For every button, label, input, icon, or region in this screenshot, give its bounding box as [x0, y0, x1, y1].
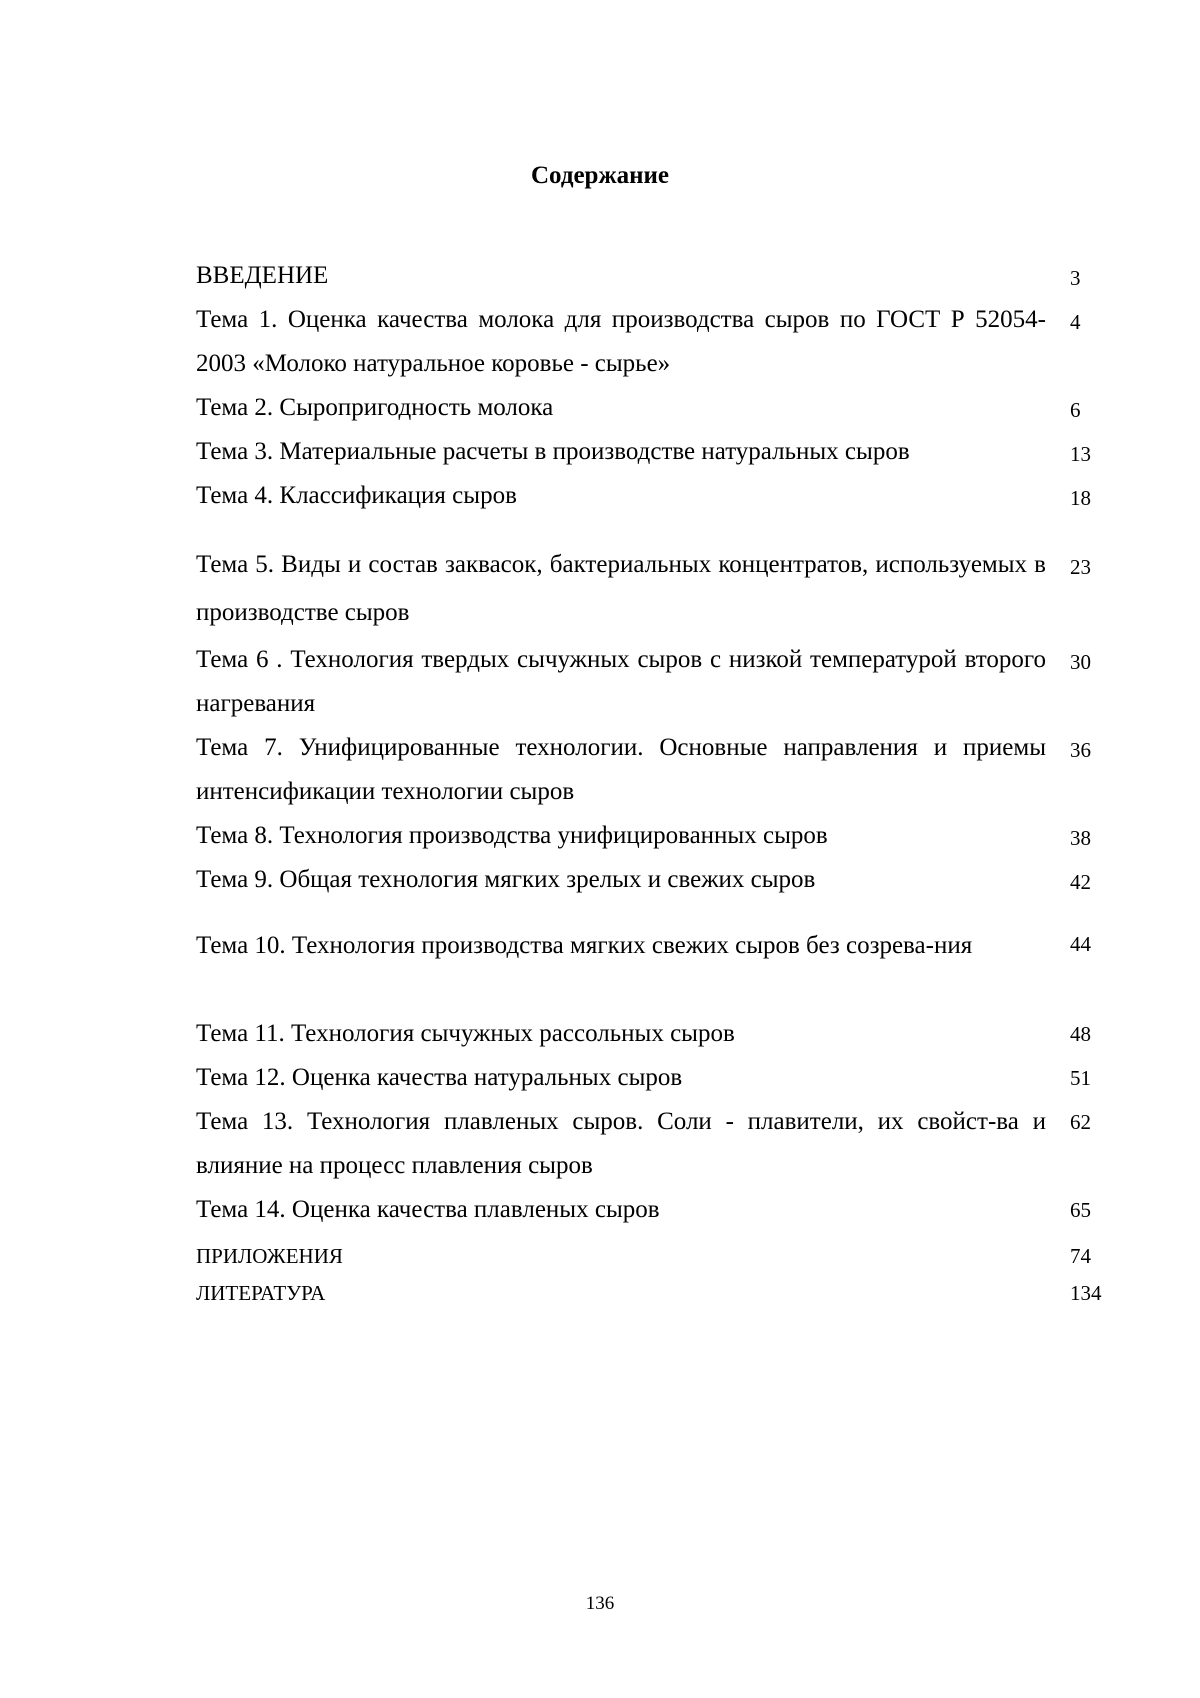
toc-entry-page: 18	[1070, 482, 1091, 514]
toc-entry-title: ЛИТЕРАТУРА	[196, 1277, 1046, 1309]
toc-entry-page: 6	[1070, 394, 1081, 426]
toc-entry-page: 23	[1070, 551, 1091, 583]
toc-entry-page: 48	[1070, 1018, 1091, 1050]
toc-entry-title: Тема 1. Оценка качества молока для производства сыров по ГОСТ Р 52054-2003 «Молоко натуральное коровье - сырье»	[196, 298, 1046, 386]
toc-entry-title: Тема 10. Технология производства мягких свежих сыров без созрева-ния	[196, 924, 1046, 968]
toc-entry-title: Тема 8. Технология производства унифицированных сыров	[196, 814, 1046, 858]
toc-entry-title: Тема 6 . Технология твердых сычужных сыров с низкой температурой второго нагревания	[196, 638, 1046, 726]
toc-entry-title: ПРИЛОЖЕНИЯ	[196, 1240, 1046, 1272]
toc-entry-title: Тема 5. Виды и состав заквасок, бактериальных концентратов, используемых в производстве сыров	[196, 541, 1046, 637]
toc-entry-page: 65	[1070, 1194, 1091, 1226]
toc-entry-title: Тема 3. Материальные расчеты в производстве натуральных сыров	[196, 430, 1046, 474]
toc-entry-page: 3	[1070, 262, 1081, 294]
toc-entry-page: 30	[1070, 646, 1091, 678]
toc-entry-page: 36	[1070, 734, 1091, 766]
toc-entry-page: 44	[1070, 928, 1091, 960]
toc-entry-page: 62	[1070, 1106, 1091, 1138]
toc-entry-title: Тема 11. Технология сычужных рассольных сыров	[196, 1012, 1046, 1056]
toc-entry-title: Тема 12. Оценка качества натуральных сыров	[196, 1056, 1046, 1100]
toc-entry-page: 51	[1070, 1062, 1091, 1094]
toc-entry-title: Тема 4. Классификация сыров	[196, 474, 1046, 518]
toc-entry-page: 134	[1070, 1277, 1102, 1309]
toc-entry-title: Тема 13. Технология плавленых сыров. Соли - плавители, их свойст-ва и влияние на процесс плавления сыров	[196, 1100, 1046, 1188]
toc-entry-title: ВВЕДЕНИЕ	[196, 254, 1046, 298]
toc-entry-page: 38	[1070, 822, 1091, 854]
toc-entry-page: 42	[1070, 866, 1091, 898]
toc-entry-page: 74	[1070, 1240, 1091, 1272]
page-title: Содержание	[0, 160, 1200, 192]
toc-entry-page: 13	[1070, 438, 1091, 470]
toc-entry-page: 4	[1070, 306, 1081, 338]
toc-entry-title: Тема 9. Общая технология мягких зрелых и свежих сыров	[196, 858, 1046, 902]
toc-entry-title: Тема 14. Оценка качества плавленых сыров	[196, 1188, 1046, 1232]
toc-entry-title: Тема 7. Унифицированные технологии. Основные направления и приемы интенсификации технологии сыров	[196, 726, 1046, 814]
page-number: 136	[0, 1592, 1200, 1616]
toc-entry-title: Тема 2. Сыропригодность молока	[196, 386, 1046, 430]
